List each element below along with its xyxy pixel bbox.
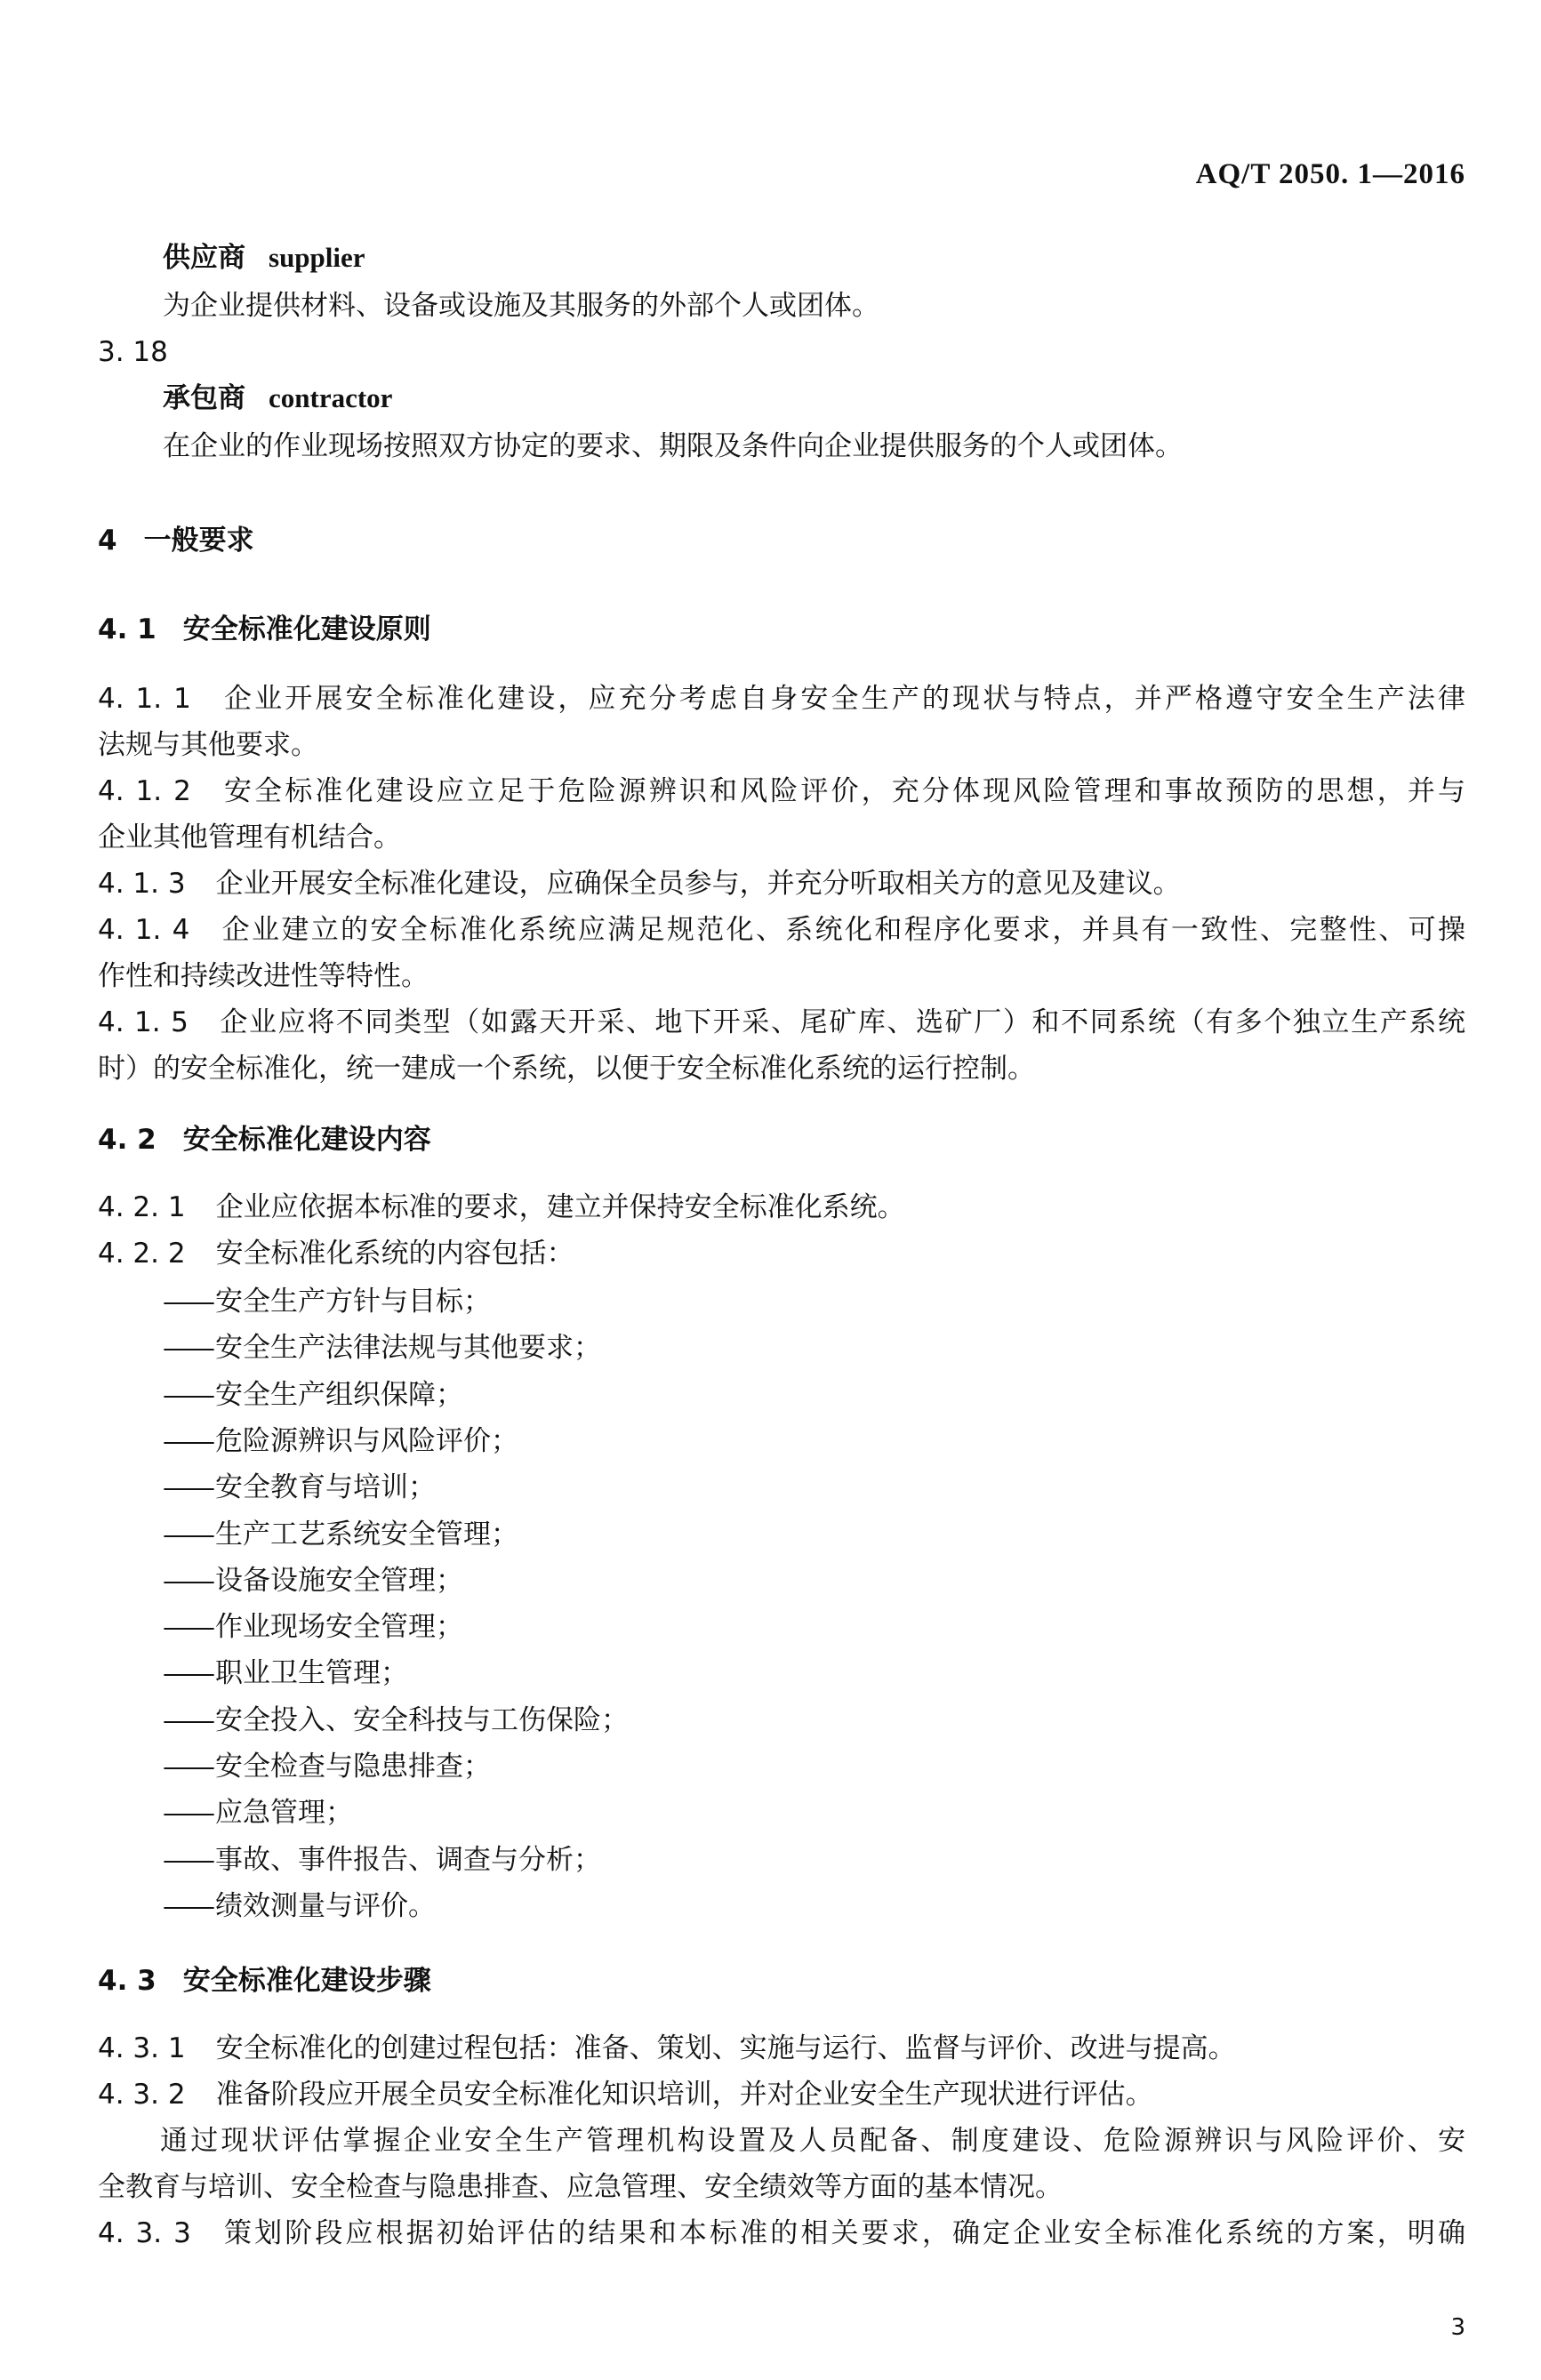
clause-4-1-2-line1 (98, 775, 1465, 807)
term-contractor-en: contractor (269, 382, 393, 413)
clause-4-2-2 (98, 1238, 574, 1270)
clause-4-1-2-line2: 企业其他管理有机结合。 (98, 821, 401, 853)
list-item-text: 生产工艺系统安全管理； (215, 1519, 518, 1551)
list-item (163, 1751, 491, 1783)
term-supplier-definition: 为企业提供材料、设备或设施及其服务的外部个人或团体。 (163, 290, 879, 322)
clause-4-1-5-line1 (98, 1006, 1465, 1038)
clause-4-3-3-text: 策划阶段应根据初始评估的结果和本标准的相关要求，确定企业安全标准化系统的方案，明确 (221, 2217, 1465, 2249)
clause-4-3-3-number: 4. 3. 3 (98, 2217, 191, 2249)
section-4-2-heading (98, 1124, 431, 1156)
term-supplier-en: supplier (269, 242, 365, 273)
em-dash-marker: —— (163, 1425, 213, 1457)
clause-4-1-4-number: 4. 1. 4 (98, 914, 190, 946)
term-contractor (163, 382, 392, 414)
section-4-heading (98, 525, 254, 557)
clause-4-1-5-line2: 时）的安全标准化，统一建成一个系统，以便于安全标准化系统的运行控制。 (98, 1053, 1035, 1085)
clause-4-1-1-number: 4. 1. 1 (98, 683, 191, 715)
paragraph-4-3-2-line1: 通过现状评估掌握企业安全生产管理机构设置及人员配备、制度建设、危险源辨识与风险评价、安 (160, 2125, 1465, 2157)
clause-4-2-1 (98, 1191, 905, 1223)
clause-4-3-2-text: 准备阶段应开展全员安全标准化知识培训，并对企业安全生产现状进行评估。 (215, 2079, 1153, 2111)
em-dash-marker: —— (163, 1657, 213, 1689)
list-item-text: 安全教育与培训； (215, 1471, 436, 1503)
em-dash-marker: —— (163, 1797, 213, 1829)
list-item-text: 安全生产方针与目标； (215, 1286, 491, 1318)
clause-4-2-1-text: 企业应依据本标准的要求，建立并保持安全标准化系统。 (215, 1191, 905, 1223)
clause-4-1-1-line1 (98, 683, 1465, 715)
list-item (163, 1704, 629, 1736)
list-item (163, 1844, 601, 1876)
clause-number-3-18: 3. 18 (98, 336, 168, 368)
clause-4-1-1-line2: 法规与其他要求。 (98, 729, 318, 761)
section-4-1-heading (98, 613, 431, 645)
list-item-text: 绩效测量与评价。 (215, 1890, 436, 1922)
clause-4-1-4-text: 企业建立的安全标准化系统应满足规范化、系统化和程序化要求，并具有一致性、完整性、可操 (220, 914, 1465, 946)
em-dash-marker: —— (163, 1611, 213, 1643)
clause-4-1-1-text: 企业开展安全标准化建设，应充分考虑自身安全生产的现状与特点，并严格遵守安全生产法律 (221, 683, 1465, 715)
paragraph-4-3-2-line2: 全教育与培训、安全检查与隐患排查、应急管理、安全绩效等方面的基本情况。 (98, 2171, 1063, 2203)
section-4-3-number: 4. 3 (98, 1965, 157, 1997)
em-dash-marker: —— (163, 1519, 213, 1551)
term-supplier (163, 242, 365, 274)
list-item (163, 1471, 436, 1503)
clause-4-1-5-text: 企业应将不同类型（如露天开采、地下开采、尾矿库、选矿厂）和不同系统（有多个独立生产系统 (218, 1006, 1465, 1038)
em-dash-marker: —— (163, 1704, 213, 1736)
clause-4-1-2-number: 4. 1. 2 (98, 775, 191, 807)
em-dash-marker: —— (163, 1471, 213, 1503)
clause-4-2-1-number: 4. 2. 1 (98, 1191, 186, 1223)
clause-4-1-4-line2: 作性和持续改进性等特性。 (98, 960, 429, 992)
section-4-3-heading (98, 1965, 431, 1997)
clause-4-3-2 (98, 2079, 1153, 2111)
clause-4-3-1 (98, 2032, 1236, 2064)
clause-4-3-1-number: 4. 3. 1 (98, 2032, 186, 2064)
list-item-text: 危险源辨识与风险评价； (215, 1425, 518, 1457)
list-item (163, 1565, 463, 1597)
list-item-text: 安全检查与隐患排查； (215, 1751, 491, 1783)
clause-4-1-3-text: 企业开展安全标准化建设，应确保全员参与，并充分听取相关方的意见及建议。 (215, 868, 1181, 900)
clause-4-1-4-line1 (98, 914, 1465, 946)
list-item-text: 安全投入、安全科技与工伤保险； (215, 1704, 629, 1736)
document-code-header: AQ/T 2050. 1—2016 (1195, 158, 1465, 190)
list-item-text: 事故、事件报告、调查与分析； (215, 1844, 601, 1876)
section-4-2-number: 4. 2 (98, 1124, 157, 1156)
list-item (163, 1425, 518, 1457)
clause-4-3-1-text: 安全标准化的创建过程包括：准备、策划、实施与运行、监督与评价、改进与提高。 (215, 2032, 1236, 2064)
list-item (163, 1890, 436, 1922)
clause-4-1-3-number: 4. 1. 3 (98, 868, 186, 900)
em-dash-marker: —— (163, 1332, 213, 1364)
list-item-text: 作业现场安全管理； (215, 1611, 463, 1643)
em-dash-marker: —— (163, 1565, 213, 1597)
clause-4-1-2-text: 安全标准化建设应立足于危险源辨识和风险评价，充分体现风险管理和事故预防的思想，并与 (221, 775, 1465, 807)
list-item (163, 1657, 408, 1689)
em-dash-marker: —— (163, 1379, 213, 1411)
page-number: 3 (1450, 2314, 1465, 2341)
em-dash-marker: —— (163, 1286, 213, 1318)
clause-4-3-2-number: 4. 3. 2 (98, 2079, 186, 2111)
em-dash-marker: —— (163, 1844, 213, 1876)
clause-4-2-2-text: 安全标准化系统的内容包括： (215, 1238, 574, 1270)
list-item-text: 设备设施安全管理； (215, 1565, 463, 1597)
list-item (163, 1611, 463, 1643)
list-item (163, 1797, 353, 1829)
em-dash-marker: —— (163, 1890, 213, 1922)
section-4-3-title: 安全标准化建设步骤 (182, 1965, 431, 1997)
list-item (163, 1379, 463, 1411)
list-item-text: 应急管理； (215, 1797, 353, 1829)
section-4-1-title: 安全标准化建设原则 (182, 613, 431, 645)
list-item-text: 职业卫生管理； (215, 1657, 408, 1689)
list-item-text: 安全生产组织保障； (215, 1379, 463, 1411)
term-contractor-zh: 承包商 (163, 382, 245, 414)
list-item (163, 1286, 491, 1318)
term-supplier-zh: 供应商 (163, 242, 245, 274)
clause-4-1-3-line1 (98, 868, 1181, 900)
term-contractor-definition: 在企业的作业现场按照双方协定的要求、期限及条件向企业提供服务的个人或团体。 (163, 430, 1183, 462)
clause-4-2-2-number: 4. 2. 2 (98, 1238, 186, 1270)
section-4-1-number: 4. 1 (98, 613, 157, 645)
list-item (163, 1519, 518, 1551)
section-4-title: 一般要求 (143, 525, 254, 557)
clause-4-3-3-line1 (98, 2217, 1465, 2249)
section-4-number: 4 (98, 525, 117, 557)
section-4-2-title: 安全标准化建设内容 (182, 1124, 431, 1156)
list-item-text: 安全生产法律法规与其他要求； (215, 1332, 601, 1364)
em-dash-marker: —— (163, 1751, 213, 1783)
list-item (163, 1332, 601, 1364)
clause-4-1-5-number: 4. 1. 5 (98, 1006, 189, 1038)
